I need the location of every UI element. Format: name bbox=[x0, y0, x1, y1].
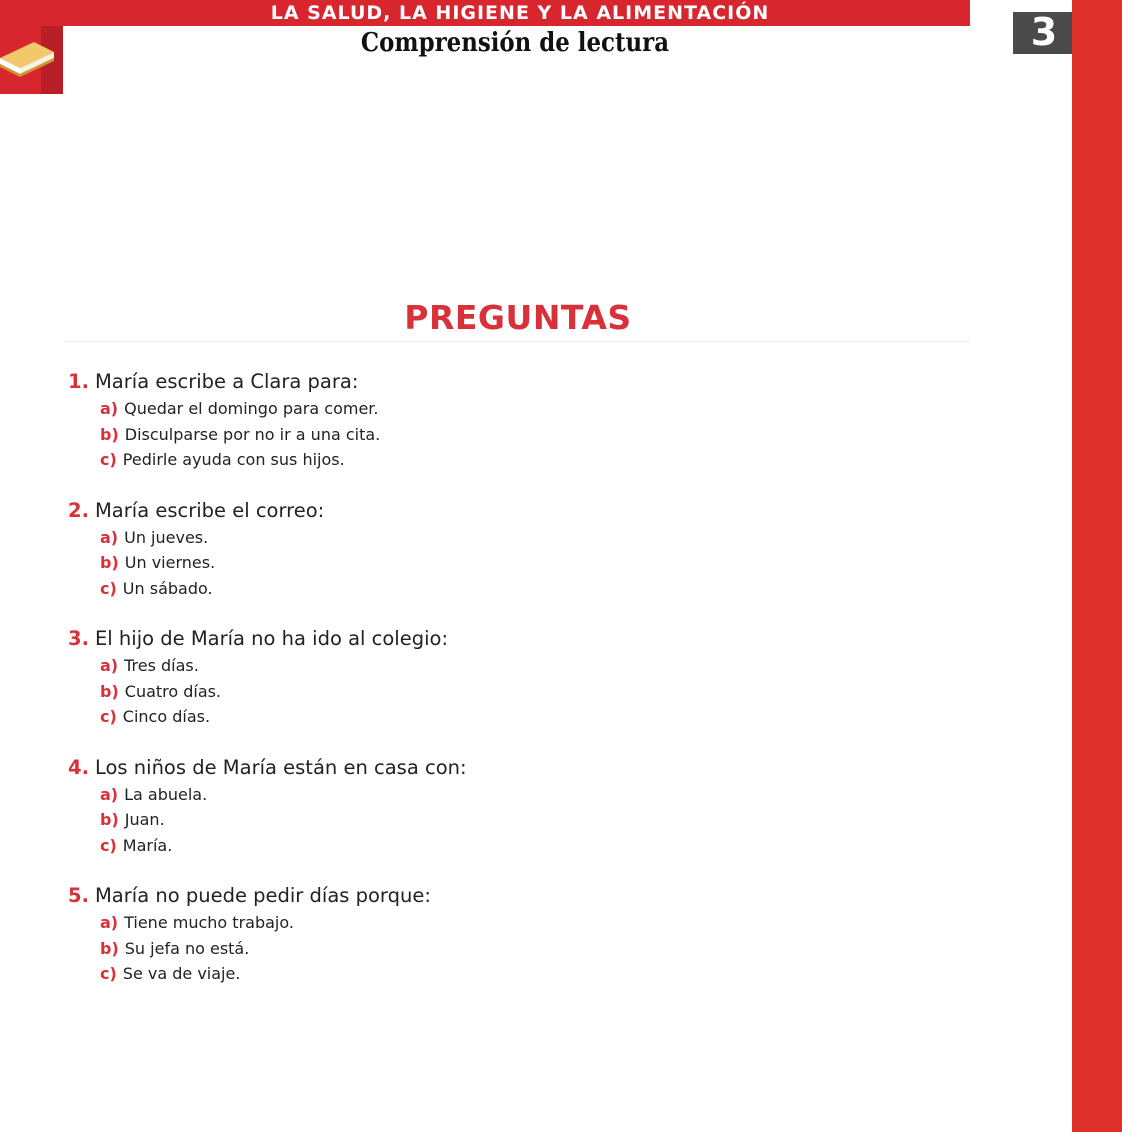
option-letter: b) bbox=[100, 681, 119, 701]
option-letter: c) bbox=[100, 578, 117, 598]
answer-option bbox=[68, 525, 968, 551]
option-letter: b) bbox=[100, 938, 119, 958]
page-edge-strip bbox=[1072, 0, 1122, 1132]
option-text: La abuela. bbox=[124, 784, 208, 804]
answer-option bbox=[68, 550, 968, 576]
chapter-title: LA SALUD, LA HIGIENE Y LA ALIMENTACIÓN bbox=[270, 2, 770, 24]
question-text bbox=[68, 754, 968, 782]
answer-option bbox=[68, 679, 968, 705]
answer-option bbox=[68, 396, 968, 422]
answer-option bbox=[68, 576, 968, 602]
option-letter: b) bbox=[100, 553, 119, 572]
answer-option bbox=[68, 782, 968, 808]
option-letter: c) bbox=[100, 835, 117, 855]
answer-option bbox=[68, 936, 968, 962]
option-text: Se va de viaje. bbox=[122, 964, 241, 983]
question-text bbox=[68, 368, 968, 396]
option-letter: a) bbox=[100, 913, 119, 932]
chapter-number-badge bbox=[1013, 12, 1075, 54]
option-text: Cinco días. bbox=[122, 707, 211, 726]
option-letter: c) bbox=[100, 964, 117, 983]
book-icon bbox=[0, 34, 62, 78]
answer-option bbox=[68, 704, 968, 730]
question-prompt: María escribe el correo: bbox=[94, 498, 325, 522]
question-prompt: El hijo de María no ha ido al colegio: bbox=[94, 627, 449, 650]
option-text: Quedar el domingo para comer. bbox=[124, 399, 379, 418]
option-text: María. bbox=[122, 835, 173, 855]
option-text: Un sábado. bbox=[122, 578, 213, 598]
option-text: Un viernes. bbox=[124, 553, 216, 572]
question-prompt: María escribe a Clara para: bbox=[94, 370, 359, 393]
header-band bbox=[0, 0, 970, 26]
option-letter: b) bbox=[100, 810, 119, 829]
option-text: Tiene mucho trabajo. bbox=[124, 913, 294, 932]
answer-option bbox=[68, 961, 968, 987]
question-3 bbox=[68, 625, 968, 730]
option-text: Pedirle ayuda con sus hijos. bbox=[122, 450, 345, 469]
question-prompt: Los niños de María están en casa con: bbox=[94, 755, 467, 779]
question-number: 4. bbox=[68, 755, 89, 779]
question-number: 1. bbox=[68, 370, 89, 393]
option-letter: c) bbox=[100, 450, 117, 469]
question-2 bbox=[68, 497, 968, 602]
chapter-number: 3 bbox=[1030, 10, 1058, 54]
question-text bbox=[68, 882, 968, 910]
answer-option bbox=[68, 422, 968, 448]
question-prompt: María no puede pedir días porque: bbox=[94, 884, 431, 907]
question-5 bbox=[68, 882, 968, 987]
option-text: Un jueves. bbox=[124, 527, 209, 547]
question-4 bbox=[68, 754, 968, 859]
question-number: 3. bbox=[68, 627, 89, 650]
page-subtitle: Comprensión de lectura bbox=[360, 28, 670, 58]
answer-option bbox=[68, 910, 968, 936]
option-letter: a) bbox=[100, 784, 119, 804]
option-letter: b) bbox=[100, 424, 119, 444]
question-number: 5. bbox=[68, 884, 89, 907]
section-title: PREGUNTAS bbox=[404, 298, 632, 337]
answer-option bbox=[68, 653, 968, 679]
answer-option bbox=[68, 807, 968, 833]
question-1 bbox=[68, 368, 968, 473]
option-letter: c) bbox=[100, 707, 117, 726]
question-list bbox=[68, 368, 968, 1011]
question-text bbox=[68, 497, 968, 525]
option-letter: a) bbox=[100, 399, 119, 418]
question-number: 2. bbox=[68, 498, 89, 522]
option-text: Juan. bbox=[124, 810, 165, 829]
answer-option bbox=[68, 833, 968, 859]
option-letter: a) bbox=[100, 527, 119, 547]
option-text: Tres días. bbox=[124, 656, 199, 675]
section-divider bbox=[66, 341, 970, 342]
option-text: Su jefa no está. bbox=[124, 938, 250, 958]
option-text: Cuatro días. bbox=[124, 681, 222, 701]
question-text bbox=[68, 625, 968, 653]
answer-option bbox=[68, 447, 968, 473]
option-letter: a) bbox=[100, 656, 119, 675]
option-text: Disculparse por no ir a una cita. bbox=[124, 424, 381, 444]
